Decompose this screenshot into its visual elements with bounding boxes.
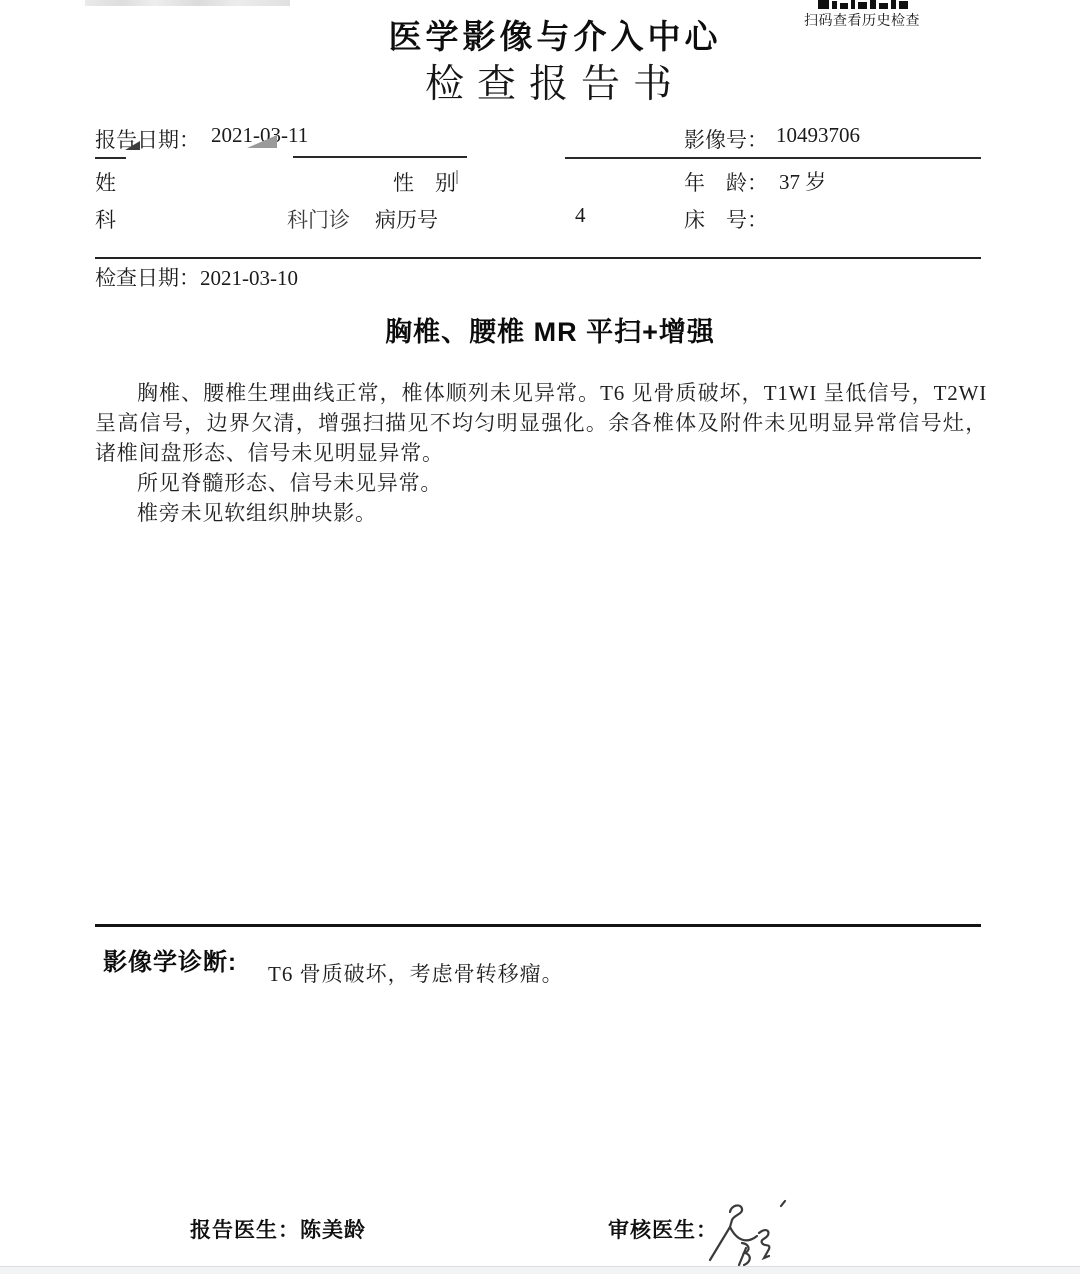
age-label: 年 龄：: [684, 171, 768, 195]
report-doctor-label: 报告医生：: [190, 1219, 300, 1242]
qr-caption: 扫码查看历史检查: [804, 14, 920, 29]
center-title: 医学影像与介入中心: [388, 18, 722, 55]
bed-label: 床 号：: [684, 208, 768, 232]
underline-segment: [293, 156, 467, 158]
underline-segment: [95, 157, 126, 159]
diagnosis-value: T6 骨质破坏，考虑骨转移瘤。: [268, 962, 564, 986]
age-value: 37 岁: [779, 170, 827, 194]
review-doctor-label: 审核医生：: [608, 1219, 718, 1242]
medical-record-value: 4: [575, 203, 586, 227]
separator-line: [95, 257, 981, 259]
exam-date-value: 2021-03-10: [200, 266, 298, 290]
findings-paragraph: 椎旁未见软组织肿块影。: [137, 501, 377, 525]
findings-text: [95, 378, 987, 528]
gender-label: 性 别: [393, 171, 456, 195]
image-number-value: 10493706: [776, 123, 860, 147]
report-date-value: 2021-03-11: [211, 123, 309, 147]
image-number-label: 影像号：: [684, 128, 768, 152]
qr-code-icon: [818, 0, 908, 9]
report-doctor-name: 陈美龄: [300, 1219, 366, 1242]
report-title: 检查报告书: [424, 63, 685, 106]
redaction-smudge: [85, 0, 290, 6]
department-label: 科: [95, 208, 116, 232]
exam-title: 胸椎、腰椎 MR 平扫+增强: [385, 317, 715, 347]
medical-record-label: 病历号: [375, 208, 438, 232]
exam-date-row: [95, 262, 298, 292]
underline-segment: [565, 157, 981, 159]
findings-paragraph: 所见脊髓形态、信号未见异常。: [137, 471, 443, 495]
page-bottom-bar: [0, 1266, 1080, 1274]
scan-artifact-dark: [125, 141, 140, 150]
department-value: 科门诊: [287, 208, 350, 232]
exam-date-label: 检查日期：: [95, 266, 200, 290]
separator-line: [95, 924, 981, 927]
scan-artifact-mark: [456, 170, 458, 184]
report-date-label: 报告日期：: [95, 128, 200, 152]
report-doctor-row: [190, 1214, 366, 1244]
diagnosis-label: 影像学诊断:: [103, 949, 237, 976]
findings-paragraph: 胸椎、腰椎生理曲线正常，椎体顺列未见异常。T6 见骨质破坏，T1WI 呈低信号，T2WI 呈高信号，边界欠清，增强扫描见不均匀明显强化。余各椎体及附件未见明显异常信号灶，诸椎间盘形态、信号未见明显异常。: [95, 381, 987, 465]
scan-artifact-gray: [247, 135, 277, 148]
name-label: 姓: [95, 171, 116, 195]
signature-icon: [702, 1196, 802, 1266]
